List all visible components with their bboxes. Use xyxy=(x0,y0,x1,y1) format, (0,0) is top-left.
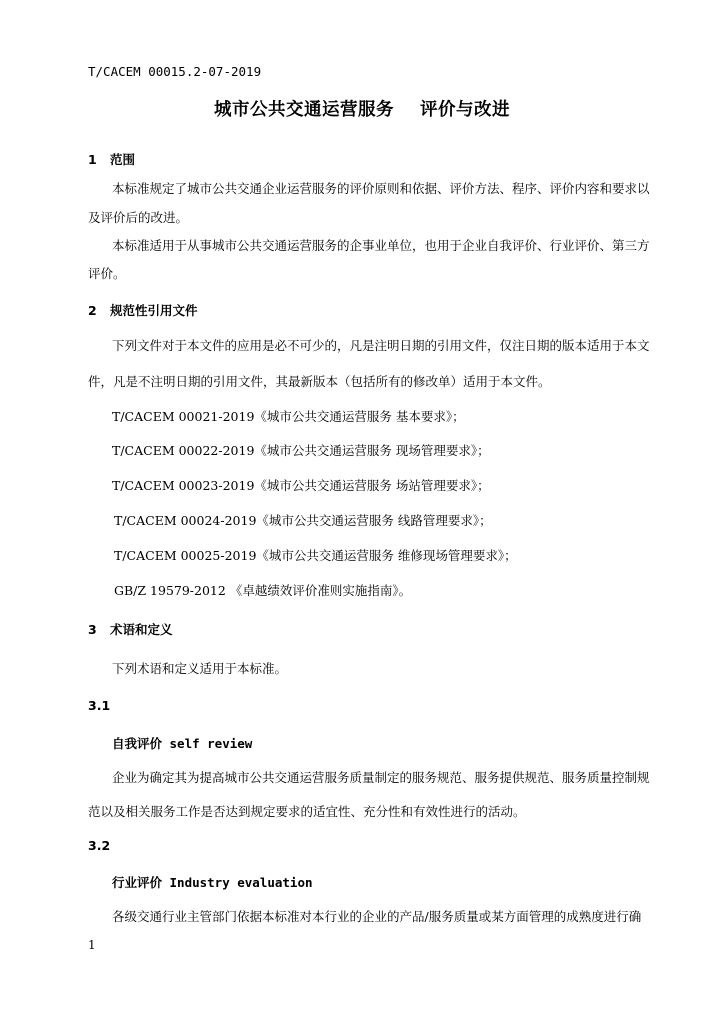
term-3-1-title: 自我评价 self review xyxy=(112,736,253,751)
reference-item: T/CACEM 00024-2019《城市公共交通运营服务 线路管理要求》； xyxy=(114,513,492,528)
section-1-paragraph-1-line-1: 本标准规定了城市公共交通企业运营服务的评价原则和依据、评价方法、程序、评价内容和要求以 xyxy=(112,181,650,196)
term-3-1-definition-line-1: 企业为确定其为提高城市公共交通运营服务质量制定的服务规范、服务提供规范、服务质量控制规 xyxy=(112,770,650,785)
section-title: 规范性引用文件 xyxy=(110,303,198,318)
section-3-heading xyxy=(88,620,173,638)
section-1-paragraph-2-line-2: 评价。 xyxy=(88,266,126,281)
section-title: 术语和定义 xyxy=(110,622,173,637)
section-number: 2 xyxy=(88,303,97,318)
section-3-intro: 下列术语和定义适用于本标准。 xyxy=(112,661,288,676)
reference-item: GB/Z 19579-2012 《卓越绩效评价准则实施指南》。 xyxy=(114,583,412,598)
document-code: T/CACEM 00015.2-07-2019 xyxy=(88,64,262,79)
section-1-paragraph-2-line-1: 本标准适用于从事城市公共交通运营服务的企事业单位，也用于企业自我评价、行业评价、第三方 xyxy=(112,238,650,253)
reference-item: T/CACEM 00021-2019《城市公共交通运营服务 基本要求》； xyxy=(112,409,465,424)
section-number: 1 xyxy=(88,152,97,167)
section-2-paragraph-line-1: 下列文件对于本文件的应用是必不可少的，凡是注明日期的引用文件，仅注日期的版本适用于本文 xyxy=(112,338,650,353)
section-title: 范围 xyxy=(110,152,136,167)
title-part-2: 评价与改进 xyxy=(420,100,510,120)
term-3-1-number: 3.1 xyxy=(88,698,111,713)
term-3-2-title: 行业评价 Industry evaluation xyxy=(112,875,313,890)
section-2-heading xyxy=(88,301,198,319)
page-number: 1 xyxy=(88,938,96,952)
reference-item: T/CACEM 00023-2019《城市公共交通运营服务 场站管理要求》； xyxy=(112,478,490,493)
term-3-2-number: 3.2 xyxy=(88,838,111,853)
term-3-2-definition-line-1: 各级交通行业主管部门依据本标准对本行业的企业的产品/服务质量或某方面管理的成熟度进行确 xyxy=(112,909,642,924)
section-1-heading xyxy=(88,150,135,168)
reference-item: T/CACEM 00025-2019《城市公共交通运营服务 维修现场管理要求》； xyxy=(114,548,517,563)
title-part-1: 城市公共交通运营服务 xyxy=(214,100,394,120)
section-number: 3 xyxy=(88,622,97,637)
page-title xyxy=(0,96,724,121)
reference-item: T/CACEM 00022-2019《城市公共交通运营服务 现场管理要求》； xyxy=(112,443,490,458)
section-2-paragraph-line-2: 件，凡是不注明日期的引用文件，其最新版本（包括所有的修改单）适用于本文件。 xyxy=(88,374,551,389)
section-1-paragraph-1-line-2: 及评价后的改进。 xyxy=(88,210,189,225)
term-3-1-definition-line-2: 范以及相关服务工作是否达到规定要求的适宜性、充分性和有效性进行的活动。 xyxy=(88,804,526,819)
